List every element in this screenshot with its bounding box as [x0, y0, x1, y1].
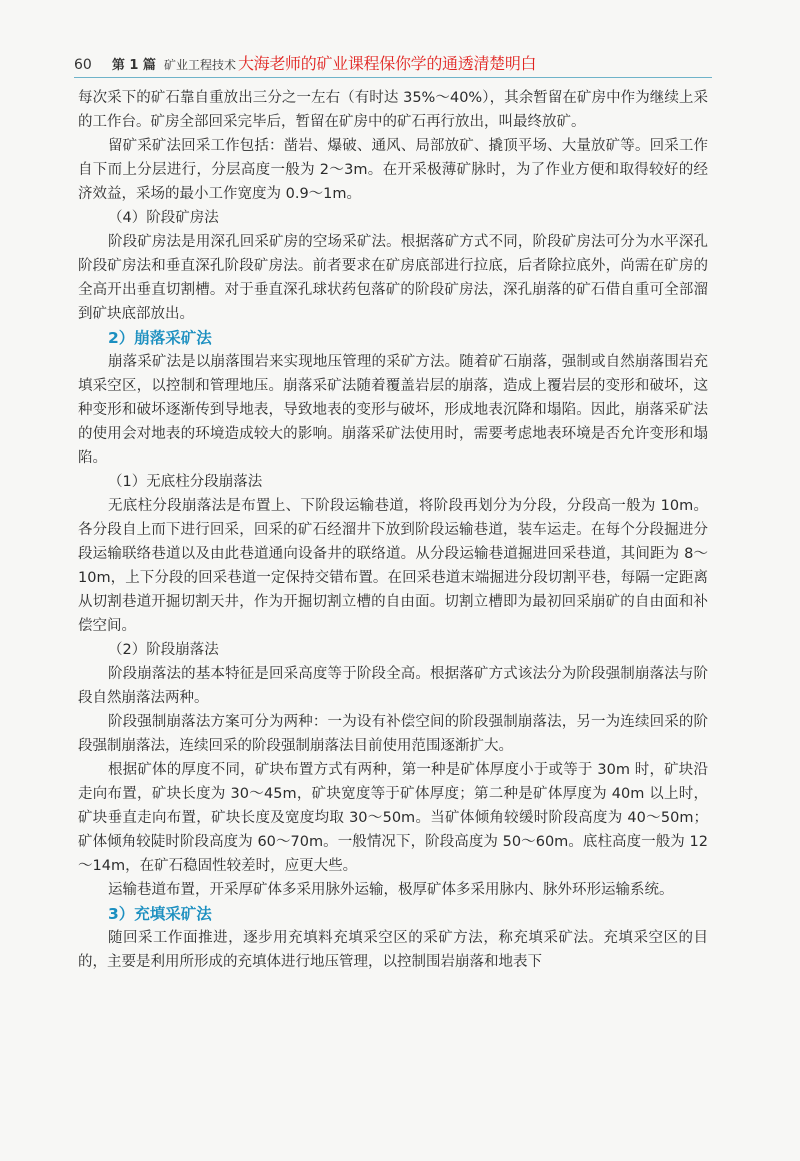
subsection-heading: （2）阶段崩落法 — [108, 642, 219, 658]
paragraph: 无底柱分段崩落法是布置上、下阶段运输巷道，将阶段再划分为分段，分段高一般为 10m。各分段自上而下进行回采，回采的矿石经溜井下放到阶段运输巷道，装车运走。在每个分段掘进分段运输联络巷道以及由此巷道通向设备井的联络道。从分段运输巷道掘进回采巷道，其间距为 8～10m，上下分段的回采巷道一定保持交错布置。在回采巷道末端掘进分段切割平巷，每隔一定距离从切割巷道开掘切割天井，作为开掘切割立槽的自由面。切割立槽即为最初回采崩矿的自由面和补偿空间。 — [78, 498, 708, 634]
watermark-text: 大海老师的矿业课程保你学的通透清楚明白 — [237, 54, 537, 73]
paragraph: 根据矿体的厚度不同，矿块布置方式有两种，第一种是矿体厚度小于或等于 30m 时，矿块沿走向布置，矿块长度为 30～45m，矿块宽度等于矿体厚度；第二种是矿体厚度为 40m 以上时，矿块垂直走向布置，矿块长度及宽度均取 30～50m。当矿体倾角较缓时阶段高度为 40～50m；矿体倾角较陡时阶段高度为 60～70m。一般情况下，阶段高度为 50～60m。底柱高度一般为 12～14m，在矿石稳固性较差时，应更大些。 — [78, 762, 708, 874]
subsection-heading: （4）阶段矿房法 — [108, 210, 219, 226]
running-header — [74, 51, 714, 77]
paragraph: 随回采工作面推进，逐步用充填料充填采空区的采矿方法，称充填采矿法。充填采空区的目的，主要是利用所形成的充填体进行地压管理，以控制围岩崩落和地表下 — [78, 930, 708, 970]
page-number: 60 — [74, 57, 92, 73]
paragraph: 阶段矿房法是用深孔回采矿房的空场采矿法。根据落矿方式不同，阶段矿房法可分为水平深孔阶段矿房法和垂直深孔阶段矿房法。前者要求在矿房底部进行拉底，后者除拉底外，尚需在矿房的全高开出垂直切割槽。对于垂直深孔球状药包落矿的阶段矿房法，深孔崩落的矿石借自重可全部溜到矿块底部放出。 — [78, 234, 708, 322]
header-divider — [74, 77, 712, 78]
paragraph: 留矿采矿法回采工作包括：凿岩、爆破、通风、局部放矿、撬顶平场、大量放矿等。回采工作自下而上分层进行，分层高度一般为 2～3m。在开采极薄矿脉时，为了作业方便和取得较好的经济效益，采场的最小工作宽度为 0.9～1m。 — [78, 138, 708, 202]
part-label: 第 1 篇 — [111, 58, 156, 73]
section-heading: 2）崩落采矿法 — [108, 329, 212, 347]
book-title: 矿业工程技术 — [163, 58, 236, 72]
paragraph: 阶段崩落法的基本特征是回采高度等于阶段全高。根据落矿方式该法分为阶段强制崩落法与阶段自然崩落法两种。 — [78, 666, 708, 706]
paragraph: 运输巷道布置，开采厚矿体多采用脉外运输，极厚矿体多采用脉内、脉外环形运输系统。 — [108, 882, 674, 898]
body-text — [78, 86, 708, 974]
subsection-heading: （1）无底柱分段崩落法 — [108, 474, 263, 490]
paragraph: 崩落采矿法是以崩落围岩来实现地压管理的采矿方法。随着矿石崩落，强制或自然崩落围岩充填采空区，以控制和管理地压。崩落采矿法随着覆盖岩层的崩落，造成上覆岩层的变形和破坏，这种变形和破坏逐渐传到导地表，导致地表的变形与破坏，形成地表沉降和塌陷。因此，崩落采矿法的使用会对地表的环境造成较大的影响。崩落采矿法使用时，需要考虑地表环境是否允许变形和塌陷。 — [78, 354, 708, 466]
paragraph: 阶段强制崩落法方案可分为两种：一为设有补偿空间的阶段强制崩落法，另一为连续回采的阶段强制崩落法，连续回采的阶段强制崩落法目前使用范围逐渐扩大。 — [78, 714, 708, 754]
section-heading: 3）充填采矿法 — [108, 905, 212, 923]
paragraph: 每次采下的矿石靠自重放出三分之一左右（有时达 35%～40%），其余暂留在矿房中作为继续上采的工作台。矿房全部回采完毕后，暂留在矿房中的矿石再行放出，叫最终放矿。 — [78, 90, 708, 130]
